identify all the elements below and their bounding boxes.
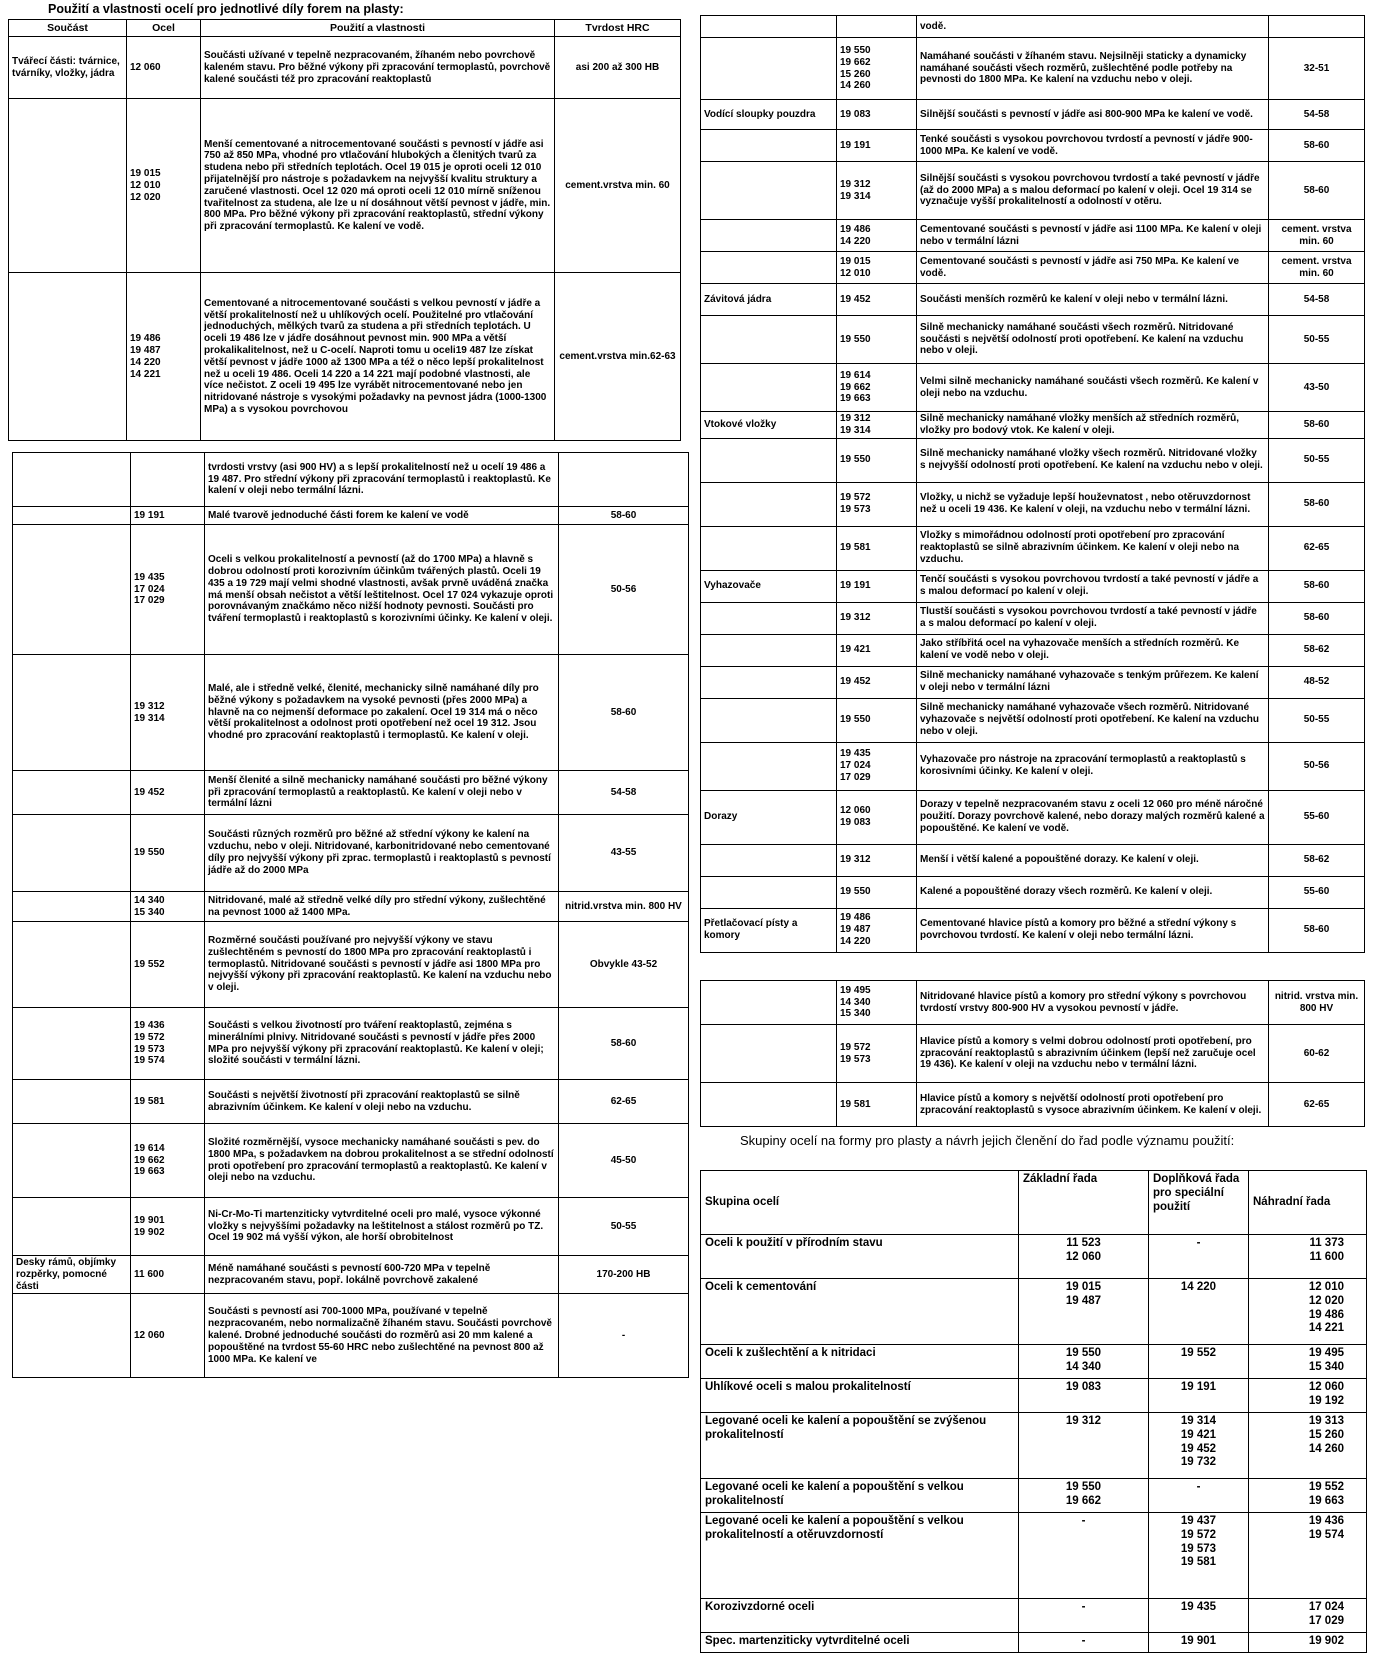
table-row [701, 220, 1365, 252]
row-steel-cell: 19 312 19 314 [837, 162, 917, 220]
groups-header-extra: Doplňková řada pro speciální použití [1149, 1171, 1249, 1235]
row-hrc-cell: 170-200 HB [559, 1256, 689, 1294]
row-hrc-cell: 32-51 [1269, 38, 1365, 100]
row-hrc-cell: 50-55 [1269, 316, 1365, 364]
table-row [701, 570, 1365, 602]
row-hrc-cell: 58-60 [1269, 482, 1365, 526]
groups-header-group: Skupina ocelí [701, 1171, 1019, 1235]
row-hrc-cell: 55-60 [1269, 790, 1365, 844]
groups-alt-cell: 19 436 19 574 [1249, 1513, 1367, 1599]
table-row [13, 892, 689, 922]
row-use-cell: Silně mechanicky namáhané součásti všech rozměrů. Nitridované součásti s největší odolností proti opotřebení. Ke kalení na vzduchu nebo v oleji. [917, 316, 1269, 364]
row-use-cell: Oceli s velkou prokalitelností a pevností (až do 1700 MPa) a hlavně s dobrou odolností proti korozivním účinkům tvářených plastů. Oceli 19 435 a 19 729 mají velmi shodné vlastnosti, avšak prvně uváděná značka má menší obsah nečistot a větší leštitelnost. Ocel 17 024 vykazuje oproti porovnávaným značkámo něco nižší hodnoty pevnosti. Součásti pro tváření termoplastů i reaktoplastů s korozivními účinky. Ke kalení v oleji. [205, 525, 559, 655]
row-use-cell: Ni-Cr-Mo-Ti martenziticky vytvrditelné oceli pro malé, vysoce výkonné vložky s nejvyššími požadavky na leštitelnost a stálost rozměrů po TZ. Ocel 19 902 má vyšší výkon, ale horší obrobitelnost [205, 1198, 559, 1256]
groups-alt-cell: 12 010 12 020 19 486 14 221 [1249, 1279, 1367, 1345]
table-row [13, 525, 689, 655]
row-use-cell: Součásti užívané v tepelně nezpracovaném, žíhaném nebo povrchově kaleném stavu. Pro běžné výkony při zpracování termoplastů, povrchově kalené součásti též pro zpracování reaktoplastů [201, 37, 555, 99]
row-steel-cell: 11 600 [131, 1256, 205, 1294]
row-part-cell [701, 38, 837, 100]
row-steel-cell: 19 614 19 662 19 663 [837, 364, 917, 412]
row-hrc-cell: 58-62 [1269, 634, 1365, 666]
table-row [701, 742, 1365, 790]
table-header-row [9, 20, 681, 37]
row-steel-cell: 19 083 [837, 100, 917, 130]
row-hrc-cell [1269, 16, 1365, 38]
groups-group-cell: Spec. martenziticky vytvrditelné oceli [701, 1633, 1019, 1653]
row-part-cell [13, 892, 131, 922]
groups-extra-cell: 19 901 [1149, 1633, 1249, 1653]
groups-extra-cell: 14 220 [1149, 1279, 1249, 1345]
groups-group-cell: Legované oceli ke kalení a popouštění s velkou prokalitelností [701, 1479, 1019, 1513]
row-hrc-cell: 58-60 [1269, 162, 1365, 220]
row-steel-cell: 19 550 [837, 438, 917, 482]
row-hrc-cell: 58-60 [1269, 602, 1365, 634]
table-row [701, 482, 1365, 526]
row-steel-cell: 19 550 [837, 316, 917, 364]
table-row [701, 526, 1365, 570]
groups-alt-cell: 19 902 [1249, 1633, 1367, 1653]
groups-base-cell: 19 083 [1019, 1379, 1149, 1413]
row-hrc-cell: 62-65 [559, 1080, 689, 1124]
row-steel-cell: 19 435 17 024 17 029 [131, 525, 205, 655]
row-part-cell: Vodící sloupky pouzdra [701, 100, 837, 130]
row-hrc-cell: 58-60 [1269, 570, 1365, 602]
row-part-cell [701, 1025, 837, 1083]
row-use-cell: Cementované a nitrocementované součásti s velkou pevností v jádře a větší prokalitelností než u uhlíkových ocelí. Použitelné pro vtlačování jednoduchých, mělkých tvarů za studena a při středních teplotách. U oceli 19 486 lze v jádře dosáhnout pevnost min. 900 MPa a větší prokalikalitelnost, než u C-ocelí. Naproti tomu u oceli19 487 lze získat větší pevnost v jádře 1000 až 1300 MPa a též o něco lepší prokalitelnost než u oceli 19 486. Oceli 14 220 a 14 221 mají podobné vlastnosti, ale více nečistot. Z oceli 19 495 lze vyrábět nitrocementované nebo jen nitridované nástroje s vysokými požadavky na pevnost jádra (1000-1300 MPa) a s vysokou povrchovou [201, 273, 555, 441]
groups-group-cell: Legované oceli ke kalení a popouštění s velkou prokalitelností a otěruvzdorností [701, 1513, 1019, 1599]
row-part-cell [701, 742, 837, 790]
steel-table-1 [8, 19, 681, 441]
row-hrc-cell: 54-58 [559, 771, 689, 815]
row-use-cell: Silně mechanicky namáhané vyhazovače s tenkým průřezem. Ke kalení v oleji nebo v termální lázni [917, 666, 1269, 698]
row-part-cell [13, 1008, 131, 1080]
row-part-cell [13, 922, 131, 1008]
table-row [13, 1008, 689, 1080]
row-hrc-cell: cement.vrstva min. 60 [555, 99, 681, 273]
table-row [701, 130, 1365, 162]
row-hrc-cell: 58-60 [559, 1008, 689, 1080]
table-row [701, 790, 1365, 844]
row-use-cell: Silnější součásti s vysokou povrchovou tvrdostí a také pevností v jádře (až do 2000 MPa) a s malou deformací po kalení v oleji. Ocel 19 314 se vyznačuje vyšší prokalitelností a odolností v otěru. [917, 162, 1269, 220]
row-part-cell: Vyhazovače [701, 570, 837, 602]
row-steel-cell [131, 453, 205, 507]
row-use-cell: Nitridované hlavice pístů a komory pro střední výkony s povrchovou tvrdostí vrstvy 800-900 HV a vysokou pevností v jádře. [917, 981, 1269, 1025]
groups-extra-cell: 19 552 [1149, 1345, 1249, 1379]
row-part-cell [701, 316, 837, 364]
table-row [701, 698, 1365, 742]
row-part-cell: Tvářecí části: tvárnice, tvárníky, vložky, jádra [9, 37, 127, 99]
row-hrc-cell [559, 453, 689, 507]
groups-alt-cell: 11 373 11 600 [1249, 1235, 1367, 1279]
row-use-cell: Součásti s velkou životností pro tváření reaktoplastů, zejména s minerálními plnivy. Nitridované součásti s pevností v jádře přes 2000 MPa pro nejvyšší výkony při zpracování reaktoplastů. Ke kalení v oleji; složité součásti v termální lázni. [205, 1008, 559, 1080]
row-part-cell [701, 220, 837, 252]
groups-group-cell: Uhlíkové oceli s malou prokalitelností [701, 1379, 1019, 1413]
row-use-cell: Silně mechanicky namáhané vyhazovače všech rozměrů. Nitridované vyhazovače s největší odolností proti opotřebení. Ke kalení na vzduchu nebo v oleji. [917, 698, 1269, 742]
row-part-cell [701, 602, 837, 634]
groups-extra-cell: 19 314 19 421 19 452 19 732 [1149, 1413, 1249, 1479]
row-steel-cell: 19 312 [837, 602, 917, 634]
row-steel-cell: 19 452 [837, 666, 917, 698]
table-row [13, 507, 689, 525]
table-row [701, 981, 1365, 1025]
groups-row [701, 1633, 1367, 1653]
row-use-cell: Vyhazovače pro nástroje na zpracování termoplastů a reaktoplastů s korosivními účinky. Ke kalení v oleji. [917, 742, 1269, 790]
table-row [13, 453, 689, 507]
row-steel-cell: 19 550 [837, 698, 917, 742]
groups-base-cell: 19 015 19 487 [1019, 1279, 1149, 1345]
row-steel-cell: 19 581 [837, 1083, 917, 1127]
row-use-cell: Součásti menších rozměrů ke kalení v oleji nebo v termální lázni. [917, 284, 1269, 316]
row-steel-cell: 19 572 19 573 [837, 1025, 917, 1083]
table-row [13, 922, 689, 1008]
table-row [701, 38, 1365, 100]
row-hrc-cell: 60-62 [1269, 1025, 1365, 1083]
groups-base-cell: 11 523 12 060 [1019, 1235, 1149, 1279]
groups-row [701, 1235, 1367, 1279]
row-hrc-cell: 58-62 [1269, 844, 1365, 876]
groups-alt-cell: 19 313 15 260 14 260 [1249, 1413, 1367, 1479]
table-row [13, 1198, 689, 1256]
row-steel-cell: 19 581 [131, 1080, 205, 1124]
row-steel-cell: 19 550 19 662 15 260 14 260 [837, 38, 917, 100]
table-row [701, 634, 1365, 666]
row-part-cell [701, 1083, 837, 1127]
row-part-cell [701, 364, 837, 412]
row-use-cell: Silně mechanicky namáhané vložky všech rozměrů. Nitridované vložky s nejvyšší odolností proti opotřebení. Ke kalení na vzduchu nebo v oleji. [917, 438, 1269, 482]
row-steel-cell: 19 015 12 010 12 020 [127, 99, 201, 273]
row-part-cell [701, 844, 837, 876]
table-row [701, 844, 1365, 876]
table-row [701, 364, 1365, 412]
table-row [9, 37, 681, 99]
row-part-cell: Závitová jádra [701, 284, 837, 316]
groups-alt-cell: 17 024 17 029 [1249, 1599, 1367, 1633]
groups-base-cell: 19 312 [1019, 1413, 1149, 1479]
row-hrc-cell: 58-60 [1269, 412, 1365, 439]
groups-extra-cell: 19 435 [1149, 1599, 1249, 1633]
row-steel-cell: 19 191 [131, 507, 205, 525]
table-row [13, 655, 689, 771]
row-part-cell [13, 1198, 131, 1256]
table-row [701, 252, 1365, 284]
header-steel: Ocel [127, 20, 201, 37]
steel-table-2 [12, 452, 689, 1378]
groups-base-cell: - [1019, 1513, 1149, 1599]
row-hrc-cell: 54-58 [1269, 100, 1365, 130]
groups-group-cell: Korozivzdorné oceli [701, 1599, 1019, 1633]
table-row [9, 99, 681, 273]
row-use-cell: Velmi silně mechanicky namáhané součásti všech rozměrů. Ke kalení v oleji nebo na vzduchu. [917, 364, 1269, 412]
header-part: Součást [9, 20, 127, 37]
row-use-cell: Méně namáhané součásti s pevností 600-720 MPa v tepelně nezpracovaném stavu, popř. lokálně povrchově zakalené [205, 1256, 559, 1294]
row-steel-cell: 19 191 [837, 130, 917, 162]
row-use-cell: Dorazy v tepelně nezpracovaném stavu z oceli 12 060 pro méně náročné použití. Dorazy povrchově kalené, nebo dorazy malých rozměrů kalené a popouštěné. Ke kalení ve vodě. [917, 790, 1269, 844]
header-use: Použití a vlastnosti [201, 20, 555, 37]
groups-header-row [701, 1171, 1367, 1235]
row-part-cell: Dorazy [701, 790, 837, 844]
table-row [701, 412, 1365, 439]
groups-extra-cell: - [1149, 1479, 1249, 1513]
row-steel-cell [837, 16, 917, 38]
row-hrc-cell: 50-56 [1269, 742, 1365, 790]
row-part-cell [701, 981, 837, 1025]
row-use-cell: Silně mechanicky namáhané vložky menších až středních rozměrů, vložky pro bodový vtok. Ke kalení v oleji. [917, 412, 1269, 439]
groups-group-cell: Oceli k zušlechtění a k nitridaci [701, 1345, 1019, 1379]
row-part-cell [701, 130, 837, 162]
row-hrc-cell: 43-55 [559, 815, 689, 892]
row-hrc-cell: 50-55 [559, 1198, 689, 1256]
table-row [701, 284, 1365, 316]
row-part-cell [9, 273, 127, 441]
row-hrc-cell: 45-50 [559, 1124, 689, 1198]
row-steel-cell: 19 486 19 487 14 220 14 221 [127, 273, 201, 441]
row-part-cell [13, 453, 131, 507]
row-part-cell: Desky rámů, objímky rozpěrky, pomocné části [13, 1256, 131, 1294]
row-hrc-cell: 55-60 [1269, 876, 1365, 908]
groups-row [701, 1279, 1367, 1345]
row-use-cell: Hlavice pístů a komory s největší odolností proti opotřebení pro zpracování reaktoplastů s vysoce abrazivním účinkem. Ke kalení v oleji. [917, 1083, 1269, 1127]
row-steel-cell: 19 421 [837, 634, 917, 666]
row-part-cell [13, 1124, 131, 1198]
row-use-cell: Cementované hlavice pístů a komory pro běžné a střední výkony s povrchovou tvrdostí. Ke kalení v oleji nebo termální lázni. [917, 908, 1269, 952]
row-steel-cell: 19 581 [837, 526, 917, 570]
row-part-cell [13, 1294, 131, 1378]
row-part-cell [13, 771, 131, 815]
groups-alt-cell: 19 495 15 340 [1249, 1345, 1367, 1379]
row-steel-cell: 19 901 19 902 [131, 1198, 205, 1256]
row-steel-cell: 19 312 19 314 [837, 412, 917, 439]
groups-row [701, 1479, 1367, 1513]
row-part-cell [701, 666, 837, 698]
groups-base-cell: - [1019, 1599, 1149, 1633]
row-hrc-cell: cement.vrstva min.62-63 [555, 273, 681, 441]
row-use-cell: Silnější součásti s pevností v jádře asi 800-900 MPa ke kalení ve vodě. [917, 100, 1269, 130]
steel-table-3 [700, 15, 1365, 953]
row-part-cell [701, 698, 837, 742]
row-part-cell [701, 526, 837, 570]
row-hrc-cell: 50-56 [559, 525, 689, 655]
row-use-cell: Vložky, u nichž se vyžaduje lepší houževnatost , nebo otěruvzdornost než u oceli 19 436. Ke kalení v oleji, na vzduchu nebo v termální lázni. [917, 482, 1269, 526]
row-part-cell [13, 655, 131, 771]
page-title: Použití a vlastnosti ocelí pro jednotlivé díly forem na plasty: [48, 2, 404, 16]
row-hrc-cell: 50-55 [1269, 438, 1365, 482]
row-use-cell: Menší i větší kalené a popouštěné dorazy. Ke kalení v oleji. [917, 844, 1269, 876]
table-row [701, 162, 1365, 220]
table-row [701, 876, 1365, 908]
row-steel-cell: 12 060 [127, 37, 201, 99]
groups-alt-cell: 19 552 19 663 [1249, 1479, 1367, 1513]
row-hrc-cell: 48-52 [1269, 666, 1365, 698]
row-use-cell: Složité rozměrnější, vysoce mechanicky namáhané součásti s pev. do 1800 MPa, s požadavkem na dobrou prokalitelnost a se střední odolností proti opotřebení pro zpracování termoplastů a reaktoplastů. Ke kalení v oleji nebo na vzduchu. [205, 1124, 559, 1198]
row-hrc-cell: 62-65 [1269, 526, 1365, 570]
row-use-cell: Cementované součásti s pevností v jádře asi 750 MPa. Ke kalení ve vodě. [917, 252, 1269, 284]
row-steel-cell: 19 614 19 662 19 663 [131, 1124, 205, 1198]
table-row [13, 1294, 689, 1378]
groups-base-cell: 19 550 14 340 [1019, 1345, 1149, 1379]
groups-extra-cell: 19 191 [1149, 1379, 1249, 1413]
row-hrc-cell: nitrid. vrstva min. 800 HV [1269, 981, 1365, 1025]
row-steel-cell: 19 572 19 573 [837, 482, 917, 526]
table-row [701, 316, 1365, 364]
table-row [701, 438, 1365, 482]
row-part-cell [701, 252, 837, 284]
header-hrc: Tvrdost HRC [555, 20, 681, 37]
groups-base-cell: 19 550 19 662 [1019, 1479, 1149, 1513]
row-use-cell: Hlavice pístů a komory s velmi dobrou odolností proti opotřebení, pro zpracování reaktoplastů s abrazivním účinkem (lepší než zaručuje ocel 19 436). Ke kalení v oleji na vzduchu nebo v termální lázni. [917, 1025, 1269, 1083]
groups-title: Skupiny ocelí na formy pro plasty a návrh jejich členění do řad podle významu použití: [740, 1133, 1235, 1148]
row-use-cell: Menší cementované a nitrocementované součásti s pevností v jádře asi 750 až 850 MPa, vhodné pro vtlačování hlubokých a členitých tvarů za studena nebo při středních teplotách. Ocel 19 015 je oproti oceli 12 010 přijatelnější pro nástroje s požadavkem na nejvyšší kvalitu struktury a zaručené vlastnosti. Ocel 12 020 má oproti oceli 12 010 mírně sníženou tvařitelnost za studena, ale lze u ní dosáhnout větší pevnost v jádře, min. 800 MPa. Pro běžné výkony při zpracování reaktoplastů, střední výkony při zpracování termoplastů. Ke kalení ve vodě. [201, 99, 555, 273]
groups-extra-cell: 19 437 19 572 19 573 19 581 [1149, 1513, 1249, 1599]
row-hrc-cell: 58-60 [559, 507, 689, 525]
row-steel-cell: 19 495 14 340 15 340 [837, 981, 917, 1025]
row-part-cell [13, 815, 131, 892]
row-part-cell [13, 507, 131, 525]
row-use-cell: Namáhané součásti v žíhaném stavu. Nejsilněji staticky a dynamicky namáhané součásti všech rozměrů, zušlechtěné podle potřeby na pevnosti do 1800 MPa. Ke kalení na vzduchu nebo v oleji. [917, 38, 1269, 100]
row-steel-cell: 19 015 12 010 [837, 252, 917, 284]
row-steel-cell: 19 435 17 024 17 029 [837, 742, 917, 790]
row-part-cell [701, 16, 837, 38]
row-steel-cell: 19 452 [131, 771, 205, 815]
steel-groups-table [700, 1170, 1367, 1653]
row-steel-cell: 12 060 [131, 1294, 205, 1378]
table-row [13, 1080, 689, 1124]
row-hrc-cell: asi 200 až 300 HB [555, 37, 681, 99]
row-steel-cell: 19 452 [837, 284, 917, 316]
row-part-cell [701, 876, 837, 908]
row-hrc-cell: cement. vrstva min. 60 [1269, 220, 1365, 252]
row-use-cell: tvrdosti vrstvy (asi 900 HV) a s lepší prokalitelností než u ocelí 19 486 a 19 487. Pro střední výkony při zpracování termoplastů i reaktoplastů. Ke kalení v oleji nebo termální lázni. [205, 453, 559, 507]
row-hrc-cell: cement. vrstva min. 60 [1269, 252, 1365, 284]
row-steel-cell: 19 486 14 220 [837, 220, 917, 252]
row-part-cell [701, 162, 837, 220]
steel-table-4 [700, 980, 1365, 1127]
row-use-cell: Tenčí součásti s vysokou povrchovou tvrdostí a také pevností v jádře a s malou deformací po kalení v oleji. [917, 570, 1269, 602]
table-row [701, 16, 1365, 38]
table-row [701, 666, 1365, 698]
row-hrc-cell: 54-58 [1269, 284, 1365, 316]
row-use-cell: Menší členité a silně mechanicky namáhané součásti pro běžné výkony při zpracování termoplastů a reaktoplastů. Ke kalení v oleji nebo v termální lázni [205, 771, 559, 815]
row-part-cell: Vtokové vložky [701, 412, 837, 439]
row-steel-cell: 12 060 19 083 [837, 790, 917, 844]
table-row [701, 1025, 1365, 1083]
groups-group-cell: Oceli k cementování [701, 1279, 1019, 1345]
row-use-cell: Cementované součásti s pevností v jádře asi 1100 MPa. Ke kalení v oleji nebo v termální lázni [917, 220, 1269, 252]
row-part-cell [701, 438, 837, 482]
table-row [701, 602, 1365, 634]
row-hrc-cell: nitrid.vrstva min. 800 HV [559, 892, 689, 922]
groups-base-cell: - [1019, 1633, 1149, 1653]
table-row [9, 273, 681, 441]
table-row [701, 908, 1365, 952]
row-hrc-cell: 58-60 [1269, 908, 1365, 952]
table-row [13, 1124, 689, 1198]
row-part-cell [9, 99, 127, 273]
row-use-cell: Kalené a popouštěné dorazy všech rozměrů. Ke kalení v oleji. [917, 876, 1269, 908]
groups-row [701, 1599, 1367, 1633]
table-row [701, 100, 1365, 130]
row-use-cell: Malé, ale i středně velké, členité, mechanicky silně namáhané díly pro běžné výkony s požadavkem na vysoké pevnosti (přes 2000 MPa) a hlavně na co nejmenší deformace po zakalení. Ocel 19 314 má o něco větší prokalitelnost a odolnost proti opotřebení než ocel 19 312. Jsou vhodné pro zpracování reaktoplastů i termoplastů. Ke kalení v oleji. [205, 655, 559, 771]
row-hrc-cell: 58-60 [1269, 130, 1365, 162]
row-use-cell: Nitridované, malé až středně velké díly pro střední výkony, zušlechtěné na pevnost 1000 až 1400 MPa. [205, 892, 559, 922]
groups-row [701, 1345, 1367, 1379]
row-steel-cell: 19 312 19 314 [131, 655, 205, 771]
row-steel-cell: 19 486 19 487 14 220 [837, 908, 917, 952]
row-use-cell: Jako stříbřitá ocel na vyhazovače menších a středních rozměrů. Ke kalení ve vodě nebo v oleji. [917, 634, 1269, 666]
row-use-cell: Součásti s největší životností při zpracování reaktoplastů se silně abrazivním účinkem. Ke kalení v oleji nebo na vzduchu. [205, 1080, 559, 1124]
row-use-cell: Tlustší součásti s vysokou povrchovou tvrdostí a také pevností v jádře a s malou deformací po kalení v oleji. [917, 602, 1269, 634]
row-part-cell [701, 634, 837, 666]
groups-group-cell: Oceli k použití v přírodním stavu [701, 1235, 1019, 1279]
row-use-cell: Malé tvarově jednoduché části forem ke kalení ve vodě [205, 507, 559, 525]
groups-alt-cell: 12 060 19 192 [1249, 1379, 1367, 1413]
row-steel-cell: 19 550 [131, 815, 205, 892]
row-use-cell: vodě. [917, 16, 1269, 38]
groups-group-cell: Legované oceli ke kalení a popouštění se zvýšenou prokalitelností [701, 1413, 1019, 1479]
row-use-cell: Vložky s mimořádnou odolností proti opotřebení pro zpracování reaktoplastů se silně abrazivním účinkem. Ke kalení v oleji nebo na vzduchu. [917, 526, 1269, 570]
table-row [13, 815, 689, 892]
groups-row [701, 1413, 1367, 1479]
row-steel-cell: 19 552 [131, 922, 205, 1008]
row-part-cell [701, 482, 837, 526]
groups-extra-cell: - [1149, 1235, 1249, 1279]
table-row [701, 1083, 1365, 1127]
row-hrc-cell: 62-65 [1269, 1083, 1365, 1127]
table-row [13, 1256, 689, 1294]
row-part-cell [13, 525, 131, 655]
row-use-cell: Součásti různých rozměrů pro běžné až střední výkony ke kalení na vzduchu, nebo v oleji. Nitridované, karbonitridované nebo cementované díly pro nejvyšší výkony při zprac. termoplastů i reaktoplastů s pevností jádře až do 2000 MPa [205, 815, 559, 892]
row-hrc-cell: - [559, 1294, 689, 1378]
groups-row [701, 1379, 1367, 1413]
row-hrc-cell: Obvykle 43-52 [559, 922, 689, 1008]
row-use-cell: Rozměrné součásti používané pro nejvyšší výkony ve stavu zušlechtěném s pevností do 1800 MPa pro zpracování reaktoplastů i termoplastů. Nitridované součásti s pevností v jádře asi 1800 MPa pro nejvyšší výkony při zpracování reaktoplastů. Ke kalení na vzduchu nebo v oleji. [205, 922, 559, 1008]
row-steel-cell: 19 436 19 572 19 573 19 574 [131, 1008, 205, 1080]
row-hrc-cell: 43-50 [1269, 364, 1365, 412]
row-part-cell [13, 1080, 131, 1124]
groups-header-alt: Náhradní řada [1249, 1171, 1367, 1235]
groups-row [701, 1513, 1367, 1599]
row-hrc-cell: 50-55 [1269, 698, 1365, 742]
groups-header-base: Základní řada [1019, 1171, 1149, 1235]
row-part-cell: Přetlačovací písty a komory [701, 908, 837, 952]
row-steel-cell: 19 191 [837, 570, 917, 602]
row-steel-cell: 19 550 [837, 876, 917, 908]
row-hrc-cell: 58-60 [559, 655, 689, 771]
row-steel-cell: 14 340 15 340 [131, 892, 205, 922]
row-use-cell: Tenké součásti s vysokou povrchovou tvrdostí a pevností v jádře 900-1000 MPa. Ke kalení ve vodě. [917, 130, 1269, 162]
row-steel-cell: 19 312 [837, 844, 917, 876]
row-use-cell: Součásti s pevností asi 700-1000 MPa, používané v tepelně nezpracovaném, nebo normalizačně žíhaném stavu. Součásti povrchově kalené. Drobné jednoduché součásti do rozměrů asi 20 mm kalené a popouštěné na tvrdost 55-60 HRC nebo zušlechtěné na pevnost 800 až 1000 MPa. Ke kalení ve [205, 1294, 559, 1378]
table-row [13, 771, 689, 815]
